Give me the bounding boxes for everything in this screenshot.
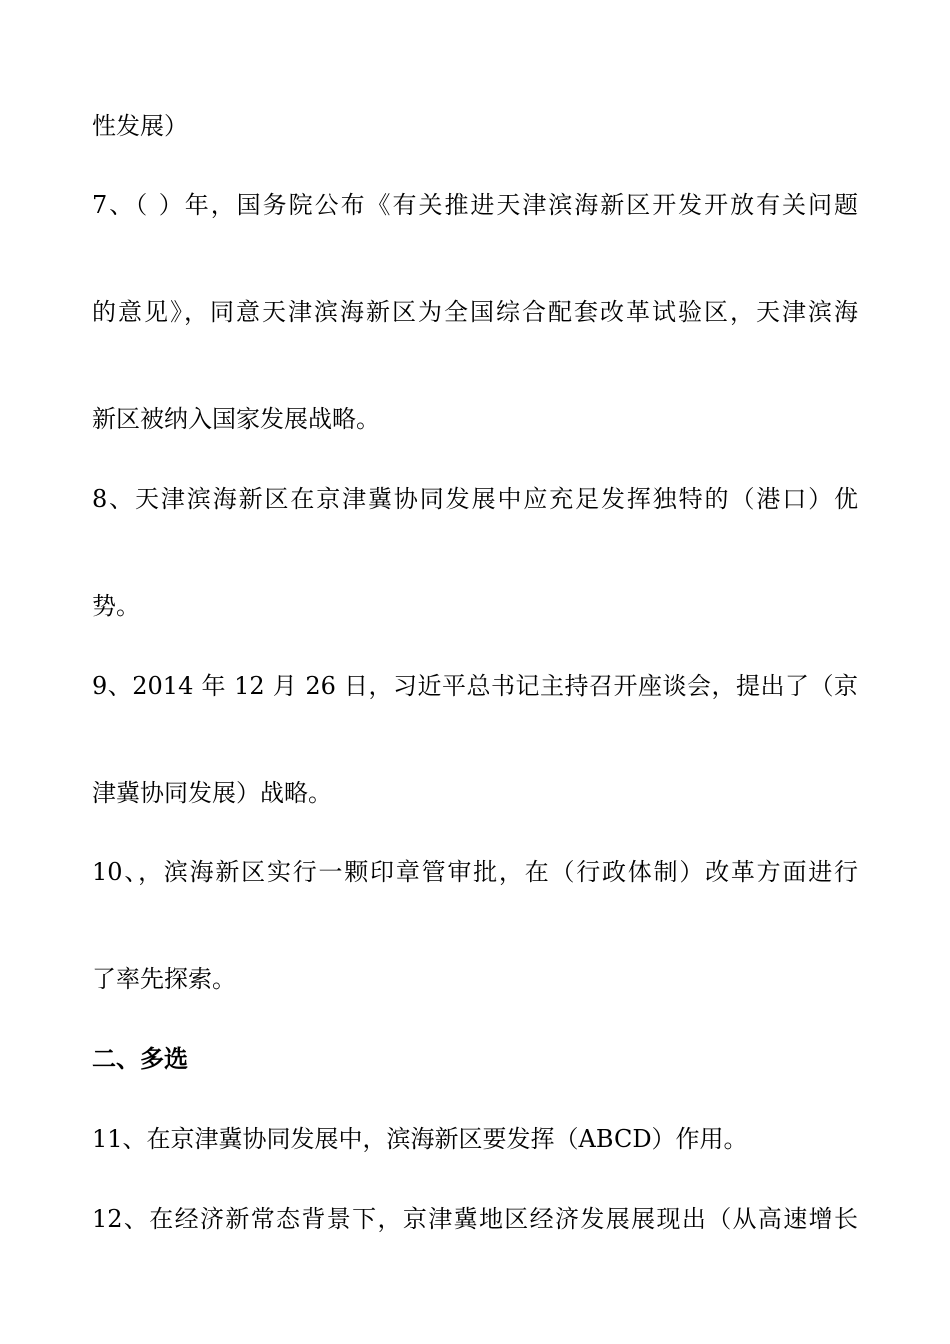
section-heading-multiple-choice: 二、多选	[92, 1045, 188, 1073]
question-8-line-1: 8、天津滨海新区在京津冀协同发展中应充足发挥独特的（港口）优	[92, 485, 858, 513]
question-9-line-1: 9、2014 年 12 月 26 日，习近平总书记主持召开座谈会，提出了（京	[92, 672, 858, 700]
question-12-line-1: 12、在经济新常态背景下，京津冀地区经济发展展现出（从高速增长	[92, 1205, 858, 1233]
text-line: 性发展）	[92, 112, 188, 140]
question-10-line-1: 10、，滨海新区实行一颗印章管审批，在（行政体制）改革方面进行	[92, 858, 858, 886]
question-11-line: 11、在京津冀协同发展中，滨海新区要发挥（ABCD）作用。	[92, 1125, 748, 1153]
question-8-line-2: 势。	[92, 592, 140, 620]
question-7-line-3: 新区被纳入国家发展战略。	[92, 405, 380, 433]
question-7-line-1: 7、（ ）年，国务院公布《有关推进天津滨海新区开发开放有关问题	[92, 191, 858, 219]
question-7-line-2: 的意见》，同意天津滨海新区为全国综合配套改革试验区，天津滨海	[92, 298, 858, 326]
question-10-line-2: 了率先探索。	[92, 965, 236, 993]
question-9-line-2: 津冀协同发展）战略。	[92, 779, 332, 807]
